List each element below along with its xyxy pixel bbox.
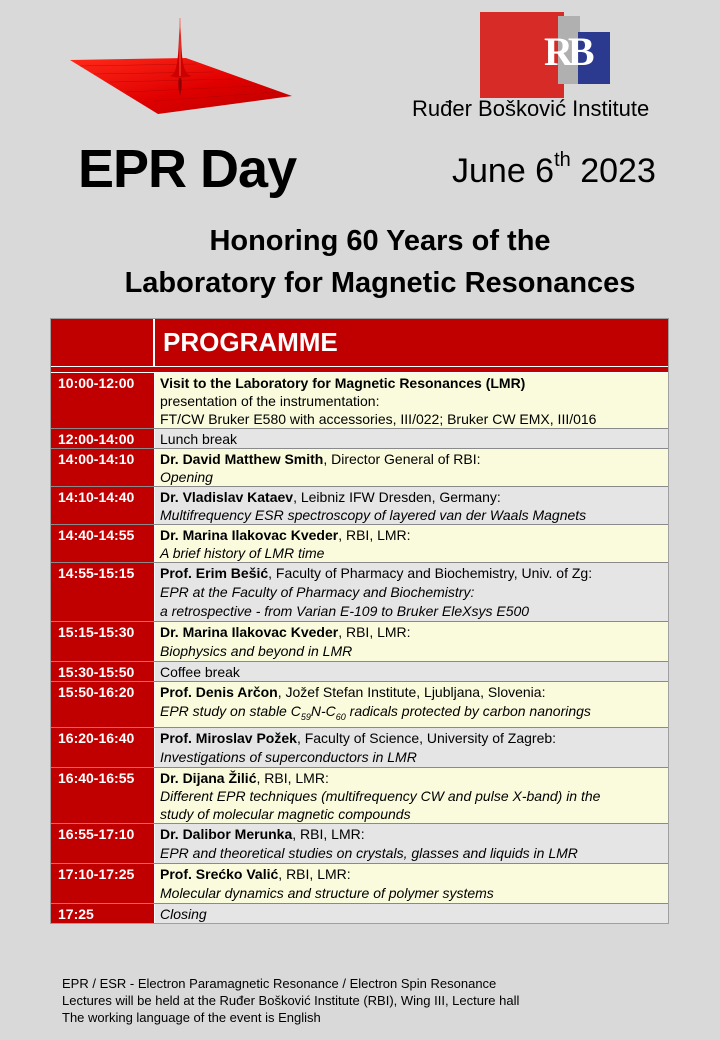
logo-monogram: RB (544, 29, 590, 74)
row-description: Prof. Erim Bešić, Faculty of Pharmacy and Biochemistry, Univ. of Zg: EPR at the Faculty of Pharmacy and Biochemistry: a retrospective - from Varian E-109 to Bruker EleXsys E500 (155, 563, 668, 621)
row-description: Dr. Marina Ilakovac Kveder, RBI, LMR: Biophysics and beyond in LMR (155, 622, 668, 661)
event-subtitle (0, 220, 720, 304)
institute-name: Ruđer Bošković Institute (412, 96, 650, 121)
row-description: Coffee break (155, 662, 668, 681)
row-time: 17:10-17:25 (51, 864, 155, 903)
row-description: Dr. Vladislav Kataev, Leibniz IFW Dresden, Germany: Multifrequency ESR spectroscopy of layered van der Waals Magnets (155, 487, 668, 524)
row-description: Prof. Denis Arčon, Jožef Stefan Institute, Ljubljana, Slovenia: EPR study on stable $C_{59}N-C_{60}$ radicals protected by carbon nanorings (155, 682, 668, 727)
row-time: 10:00-12:00 (51, 373, 155, 428)
row-time: 16:55-17:10 (51, 824, 155, 863)
event-title: EPR Day (78, 139, 297, 199)
subtitle-line-1: Honoring 60 Years of the (209, 225, 551, 257)
row-description: Dr. David Matthew Smith, Director General of RBI: Opening (155, 449, 668, 486)
epr-spectrum-graphic (66, 16, 296, 126)
row-time: 15:15-15:30 (51, 622, 155, 661)
table-row (51, 449, 668, 487)
header-time-cell (51, 319, 155, 366)
programme-header (51, 319, 668, 367)
table-row (51, 768, 668, 824)
row-time: 14:10-14:40 (51, 487, 155, 524)
table-row (51, 728, 668, 768)
subtitle-line-2: Laboratory for Magnetic Resonances (124, 267, 636, 299)
date-year: 2023 (580, 152, 656, 190)
row-time: 17:25 (51, 904, 155, 923)
date-suffix: th (554, 148, 571, 171)
row-time: 14:40-14:55 (51, 525, 155, 562)
row-description: Dr. Marina Ilakovac Kveder, RBI, LMR: A brief history of LMR time (155, 525, 668, 562)
table-row (51, 662, 668, 682)
row-time: 15:50-16:20 (51, 682, 155, 727)
footer-notes (62, 975, 519, 1026)
table-row (51, 682, 668, 728)
row-time: 14:55-15:15 (51, 563, 155, 621)
table-row (51, 563, 668, 622)
table-row (51, 864, 668, 904)
table-row (51, 429, 668, 449)
row-description: Prof. Srećko Valić, RBI, LMR: Molecular dynamics and structure of polymer systems (155, 864, 668, 903)
footer-line: The working language of the event is English (62, 1010, 321, 1025)
row-description: Visit to the Laboratory for Magnetic Resonances (LMR) presentation of the instrumentation: FT/CW Bruker E580 with accessories, III/022; Bruker CW EMX, III/016 (155, 373, 668, 428)
footer-line: EPR / ESR - Electron Paramagnetic Resonance / Electron Spin Resonance (62, 976, 497, 991)
row-description: Closing (155, 904, 668, 923)
table-row (51, 622, 668, 662)
row-description: Lunch break (155, 429, 668, 448)
row-description: Dr. Dalibor Merunka, RBI, LMR: EPR and theoretical studies on crystals, glasses and liquids in LMR (155, 824, 668, 863)
row-time: 16:40-16:55 (51, 768, 155, 823)
table-row (51, 373, 668, 429)
row-time: 15:30-15:50 (51, 662, 155, 681)
table-row (51, 824, 668, 864)
row-description: Prof. Miroslav Požek, Faculty of Science, University of Zagreb: Investigations of superconductors in LMR (155, 728, 668, 767)
row-time: 16:20-16:40 (51, 728, 155, 767)
row-description: Dr. Dijana Žilić, RBI, LMR: Different EPR techniques (multifrequency CW and pulse X-band) in the study of molecular magnetic compounds (155, 768, 668, 823)
table-row (51, 525, 668, 563)
programme-heading: PROGRAMME (163, 327, 338, 357)
rbi-logo (480, 12, 610, 98)
row-time: 14:00-14:10 (51, 449, 155, 486)
footer-line: Lectures will be held at the Ruđer Bošković Institute (RBI), Wing III, Lecture hall (62, 993, 520, 1008)
table-row (51, 904, 668, 923)
programme-table (50, 318, 669, 924)
date-day: June 6 (452, 152, 555, 190)
event-date (452, 148, 656, 191)
row-time: 12:00-14:00 (51, 429, 155, 448)
table-row (51, 487, 668, 525)
